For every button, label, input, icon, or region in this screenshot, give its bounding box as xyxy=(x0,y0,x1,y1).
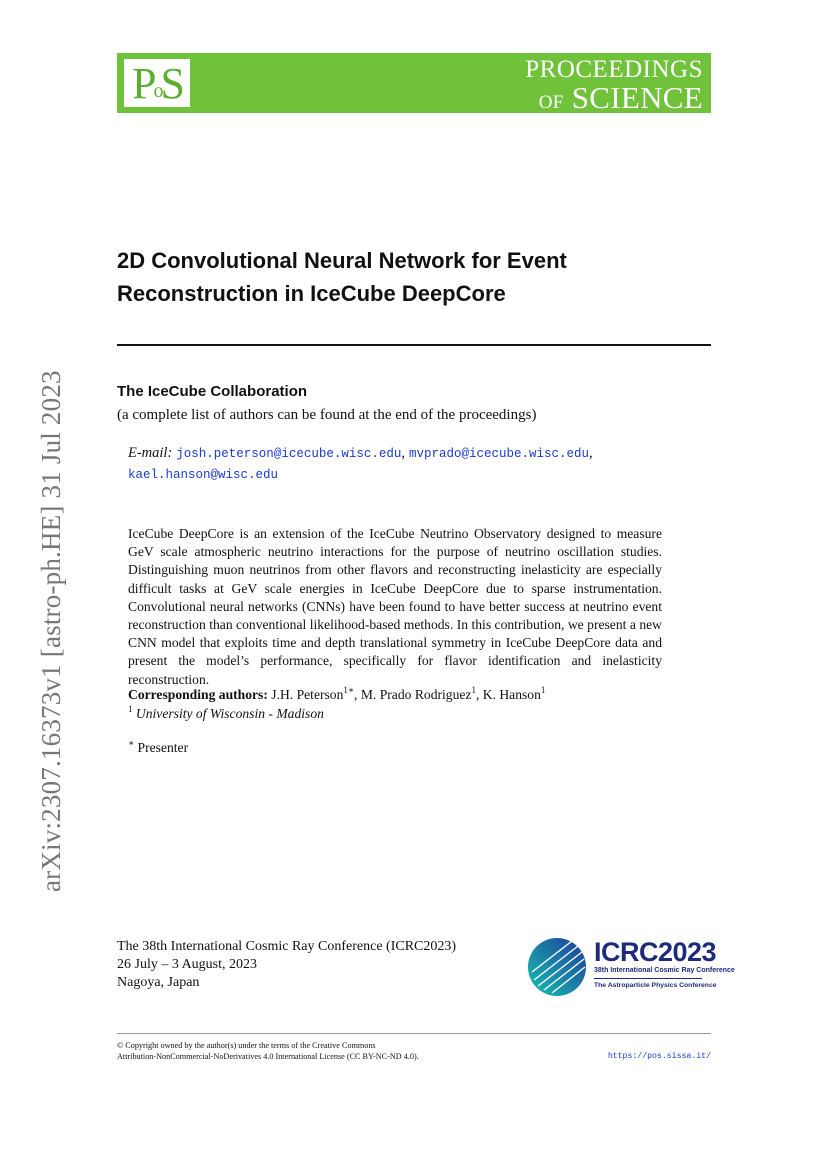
pos-url-link[interactable]: https://pos.sissa.it/ xyxy=(607,1052,711,1061)
icrc-logo-tagline: The Astroparticle Physics Conference xyxy=(594,982,717,989)
icrc-logo-subtitle: 38th International Cosmic Ray Conference xyxy=(594,967,735,974)
presenter-note: ∗ Presenter xyxy=(128,738,189,755)
abstract: IceCube DeepCore is an extension of the IceCube Neutrino Observatory designed to measure GeV scale atmospheric neutrino interactions for the purpose of neutrino oscillation studies. Distinguishing muon neutrinos from other flavors and reconstructing inelasticity are especially difficult tasks at GeV scale energies in IceCube DeepCore due to sparse instrumentation. Convolutional neural networks (CNNs) have been found to have better success at neutrino event reconstruction than conventional likelihood-based methods. In this contribution, we present a new CNN model that exploits time and depth translational symmetry in IceCube DeepCore data and present the model’s performance, specifically for flavor identification and inelasticity reconstruction. xyxy=(128,526,662,687)
email-label: E-mail: xyxy=(128,445,173,461)
email-row-2 xyxy=(128,465,278,483)
title-divider xyxy=(117,344,711,346)
title-line-1: 2D Convolutional Neural Network for Event xyxy=(117,248,567,273)
arxiv-stamp: arXiv:2307.16373v1 [astro-ph.HE] 31 Jul 2023 xyxy=(36,370,66,892)
corresponding-label: Corresponding authors: xyxy=(128,687,268,702)
conference-name: The 38th International Cosmic Ray Conference (ICRC2023) xyxy=(117,939,457,954)
conference-dates: 26 July – 3 August, 2023 xyxy=(117,957,258,972)
pos-logo xyxy=(122,57,192,109)
conference-location: Nagoya, Japan xyxy=(117,975,200,990)
pos-logo-letter-p: P xyxy=(132,58,154,108)
authors-note: (a complete list of authors can be found at the end of the proceedings) xyxy=(117,407,537,423)
collaboration-name: The IceCube Collaboration xyxy=(117,383,308,400)
copyright-line-1: © Copyright owned by the author(s) under the terms of the Creative Commons xyxy=(117,1041,376,1050)
affiliation: $^1$ University of Wisconsin - Madison xyxy=(128,704,324,721)
footer-divider xyxy=(117,1033,711,1034)
email-link-hanson[interactable]: kael.hanson@wisc.edu xyxy=(128,468,279,482)
title-line-2: Reconstruction in IceCube DeepCore xyxy=(117,281,506,306)
pos-logo-letter-o: o xyxy=(153,79,161,102)
email-link-prado[interactable]: mvprado@icecube.wisc.edu xyxy=(408,447,589,461)
icrc-logo-title: ICRC2023 xyxy=(594,937,717,967)
corresponding-authors: Corresponding authors: J.H. Peterson$^{1∗}$, M. Prado Rodriguez$^1$, K. Hanson$^1$ xyxy=(128,685,546,702)
paper-title xyxy=(117,244,711,310)
pos-science-text: OF SCIENCE xyxy=(538,80,703,115)
email-row: E-mail: josh.peterson@icecube.wisc.edu, mvprado@icecube.wisc.edu, xyxy=(128,445,593,461)
pos-logo-letter-s: S xyxy=(160,58,182,108)
email-link-peterson[interactable]: josh.peterson@icecube.wisc.edu xyxy=(176,447,402,461)
pos-proceedings-text: PROCEEDINGS xyxy=(525,56,703,83)
icrc-logo-rule xyxy=(594,978,702,979)
copyright-line-2: Attribution-NonCommercial-NoDerivatives 4.0 International License (CC BY-NC-ND 4.0). xyxy=(117,1052,419,1061)
